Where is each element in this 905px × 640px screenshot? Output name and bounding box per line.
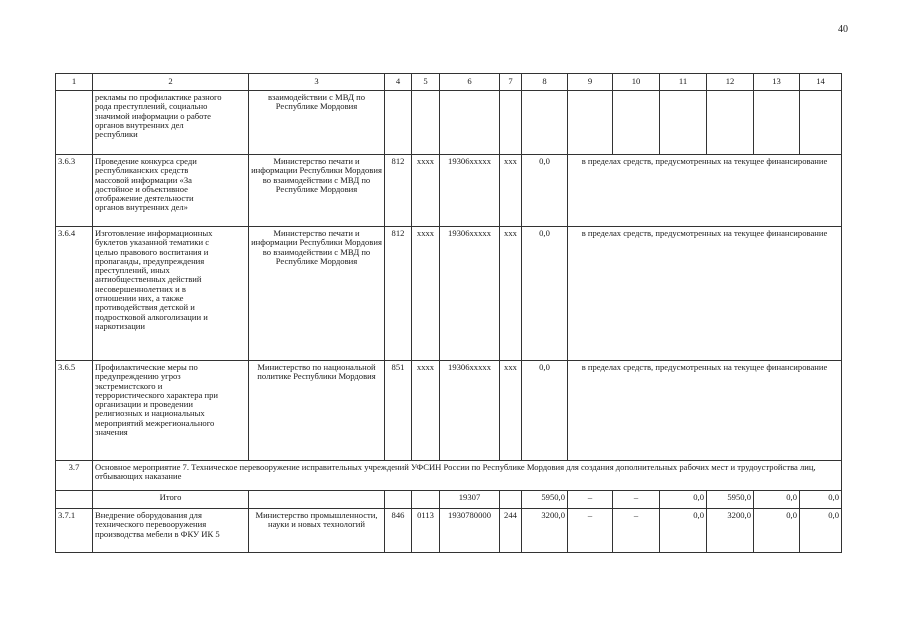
name-line: органов внутренних дел» [95,202,188,213]
name-line: значения [95,426,128,437]
empty-cell [500,491,522,509]
empty-cell [800,91,842,155]
amount-cell: 5950,0 [522,491,568,509]
name-line: предупреждению угроз [95,371,181,382]
name-line: буклетов указанной тематики с [95,237,210,248]
name-line: Изготовление информационных [95,228,213,238]
name-line: технического перевооружения [95,519,207,530]
name-line: достойное и объективное [95,183,188,194]
code-cell: 19306ххххх [440,227,500,361]
total-label: Итого [93,491,249,509]
header-cell: 1 [56,74,93,91]
row-number: 3.7.1 [56,509,93,553]
name-line: рода преступлений, социально [95,101,208,112]
amount-cell: 0,0 [754,509,800,553]
name-line: экстремистского и [95,380,163,391]
name-line: террористического характера при [95,389,218,400]
name-line: наркотизации [95,320,145,331]
header-cell: 14 [800,74,842,91]
row-number: 3.7 [56,461,93,491]
executor: Министерство промышленности, науки и новых технологий [249,509,385,553]
header-cell: 4 [385,74,412,91]
code-cell: 19306ххххх [440,155,500,227]
section-row [56,461,842,491]
header-cell: 12 [707,74,754,91]
header-cell: 5 [412,74,440,91]
row-number: 3.6.4 [56,227,93,361]
empty-cell [522,91,568,155]
empty-cell [385,491,412,509]
code-cell: ххх [500,361,522,461]
activity-name [93,361,249,461]
table-row [56,509,842,553]
financing-note: в пределах средств, предусмотренных на текущее финансирование [568,227,842,361]
activity-name [93,155,249,227]
name-line: подростковой алкоголизации и [95,311,208,322]
header-cell: 11 [660,74,707,91]
table-row [56,91,842,155]
amount-cell: 5950,0 [707,491,754,509]
name-line: мероприятий межрегионального [95,417,215,428]
amount-cell: – [568,509,613,553]
executor: Министерство печати и информации Республики Мордовия во взаимодействии с МВД по Республике Мордовия [249,155,385,227]
empty-cell [660,91,707,155]
activity-name [93,91,249,155]
amount-cell: – [613,491,660,509]
code-cell: хххх [412,227,440,361]
amount-cell: 0,0 [800,491,842,509]
activity-name [93,509,249,553]
empty-cell [412,491,440,509]
table-row [56,155,842,227]
name-line: республиканских средств [95,165,189,176]
row-number [56,91,93,155]
name-line: противодействия детской и [95,302,195,313]
table-row [56,227,842,361]
name-line: рекламы по профилактике разного [95,92,222,102]
name-line: религиозных и национальных [95,408,205,419]
amount-cell: 0,0 [522,227,568,361]
executor: Министерство по национальной политике Республики Мордовия [249,361,385,461]
amount-cell: 0,0 [754,491,800,509]
name-line: Проведение конкурса среди [95,156,197,166]
activity-name [93,227,249,361]
name-line: значимой информации о работе [95,110,211,121]
amount-cell: 0,0 [522,155,568,227]
header-row [56,74,842,91]
header-cell: 7 [500,74,522,91]
section-title: Основное мероприятие 7. Техническое перевооружение исправительных учреждений УФСИН России по Республике Мордовия для создания дополнительных рабочих мест и трудоустройства лиц, отбывающих наказание [93,461,842,491]
header-cell: 9 [568,74,613,91]
code-cell: 812 [385,155,412,227]
empty-cell [568,91,613,155]
executor: взаимодействии с МВД по Республике Мордовия [249,91,385,155]
code-cell: хххх [412,155,440,227]
header-cell: 8 [522,74,568,91]
name-line: массовой информации «За [95,174,192,185]
code-cell: 846 [385,509,412,553]
executor: Министерство печати и информации Республики Мордовия во взаимодействии с МВД по Республике Мордовия [249,227,385,361]
header-cell: 10 [613,74,660,91]
amount-cell: 3200,0 [522,509,568,553]
code-cell: 19307 [440,491,500,509]
empty-cell [613,91,660,155]
page-number: 40 [838,24,848,35]
code-cell: хххх [412,361,440,461]
name-line: пропаганды, предупреждения [95,255,205,266]
amount-cell: – [613,509,660,553]
name-line: антиобщественных действий [95,274,202,285]
name-line: Профилактические меры по [95,362,198,372]
name-line: производства мебели в ФКУ ИК 5 [95,528,220,539]
amount-cell: 0,0 [522,361,568,461]
total-row [56,491,842,509]
financing-note: в пределах средств, предусмотренных на текущее финансирование [568,155,842,227]
financing-note: в пределах средств, предусмотренных на текущее финансирование [568,361,842,461]
amount-cell: 0,0 [660,509,707,553]
name-line: органов внутренних дел [95,119,184,130]
amount-cell: 0,0 [660,491,707,509]
empty-cell [412,91,440,155]
header-cell: 3 [249,74,385,91]
code-cell: ххх [500,227,522,361]
code-cell: 851 [385,361,412,461]
table-row [56,361,842,461]
name-line: несовершеннолетних и в [95,283,186,294]
empty-cell [440,91,500,155]
program-activities-table [55,73,842,553]
code-cell: 19306ххххх [440,361,500,461]
amount-cell: 3200,0 [707,509,754,553]
name-line: отношении них, а также [95,292,184,303]
name-line: отображение деятельности [95,193,194,204]
code-cell: 244 [500,509,522,553]
code-cell: 812 [385,227,412,361]
code-cell: 1930780000 [440,509,500,553]
row-number: 3.6.3 [56,155,93,227]
name-line: организации и проведении [95,399,193,410]
empty-cell [754,91,800,155]
empty-cell [385,91,412,155]
empty-cell [500,91,522,155]
amount-cell: – [568,491,613,509]
row-number: 3.6.5 [56,361,93,461]
name-line: целью правового воспитания и [95,246,209,257]
code-cell: ххх [500,155,522,227]
empty-cell [56,491,93,509]
code-cell: 0113 [412,509,440,553]
name-line: преступлений, иных [95,265,170,276]
name-line: Внедрение оборудования для [95,510,202,520]
amount-cell: 0,0 [800,509,842,553]
header-cell: 2 [93,74,249,91]
header-cell: 13 [754,74,800,91]
name-line: республики [95,129,138,140]
empty-cell [249,491,385,509]
header-cell: 6 [440,74,500,91]
empty-cell [707,91,754,155]
